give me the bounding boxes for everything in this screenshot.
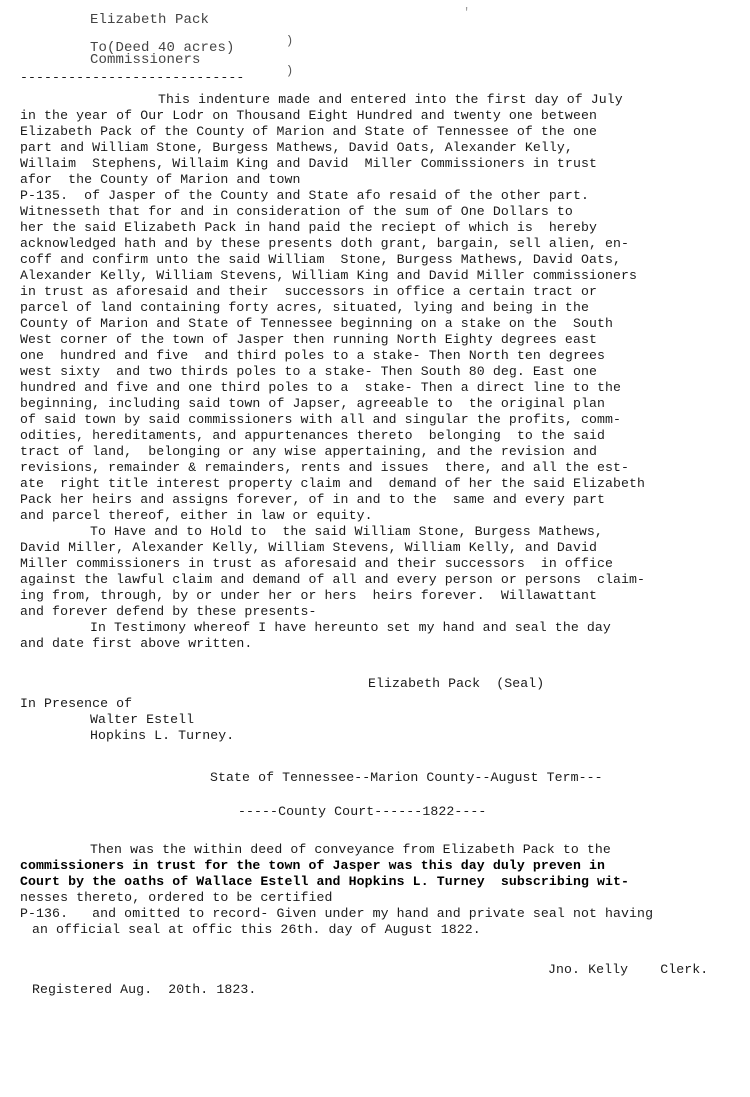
body-line: Alexander Kelly, William Stevens, William King and David Miller commissioners — [20, 268, 638, 283]
body-line: beginning, including said town of Japser, agreeable to the original plan — [20, 396, 606, 411]
body-line: P-135. of Jasper of the County and State afo resaid of the other part. — [20, 188, 589, 203]
deed-subject: To(Deed 40 acres) — [90, 40, 235, 56]
presence-label: In Presence of — [20, 696, 133, 711]
body-line: To Have and to Hold to the said William Stone, Burgess Mathews, — [90, 524, 603, 539]
header-rule: ---------------------------- — [20, 70, 245, 85]
body-line: in trust as aforesaid and their successors in office a certain tract or — [20, 284, 597, 299]
body-line: and date first above written. — [20, 636, 253, 651]
court-term: -----County Court------1822---- — [238, 804, 487, 819]
registration-note: Registered Aug. 20th. 1823. — [32, 982, 257, 997]
body-line: ate right title interest property claim and demand of her the said Elizabeth — [20, 476, 646, 491]
certificate-line: Then was the within deed of conveyance from Elizabeth Pack to the — [90, 842, 611, 857]
pencil-mark: ' — [463, 6, 471, 20]
body-line: Willaim Stephens, Willaim King and David Miller Commissioners in trust — [20, 156, 597, 171]
body-line: Witnesseth that for and in consideration of the sum of One Dollars to — [20, 204, 573, 219]
body-line: David Miller, Alexander Kelly, William Stevens, William Kelly, and David — [20, 540, 597, 555]
grantor-signature: Elizabeth Pack (Seal) — [368, 676, 545, 691]
certificate-line: Court by the oaths of Wallace Estell and Hopkins L. Turney subscribing wit- — [20, 874, 630, 889]
body-line: odities, hereditaments, and appurtenances thereto belonging to the said — [20, 428, 606, 443]
certificate-line: nesses thereto, ordered to be certified — [20, 890, 333, 905]
grantor-name: Elizabeth Pack — [90, 12, 210, 28]
body-line: west sixty and two thirds poles to a stake- Then South 80 deg. East one — [20, 364, 597, 379]
body-line: Elizabeth Pack of the County of Marion and State of Tennessee of the one — [20, 124, 597, 139]
body-line: In Testimony whereof I have hereunto set my hand and seal the day — [90, 620, 611, 635]
body-line: parcel of land containing forty acres, situated, lying and being in the — [20, 300, 589, 315]
body-line: of said town by said commissioners with all and singular the profits, comm- — [20, 412, 622, 427]
witness-name: Hopkins L. Turney. — [90, 728, 235, 743]
brace-mark: ) — [286, 34, 294, 48]
body-line: one hundred and five and third poles to a stake- Then North ten degrees — [20, 348, 606, 363]
witness-name: Walter Estell — [90, 712, 195, 727]
body-line: coff and confirm unto the said William Stone, Burgess Mathews, David Oats, — [20, 252, 622, 267]
certificate-line: P-136. and omitted to record- Given under my hand and private seal not having — [20, 906, 654, 921]
body-line: and parcel thereof, either in law or equity. — [20, 508, 373, 523]
certificate-line: an official seal at offic this 26th. day of August 1822. — [32, 922, 481, 937]
certificate-line: commissioners in trust for the town of Jasper was this day duly preven in — [20, 858, 606, 873]
body-line: acknowledged hath and by these presents doth grant, bargain, sell alien, en- — [20, 236, 630, 251]
body-line: tract of land, belonging or any wise appertaining, and the revision and — [20, 444, 597, 459]
body-line: part and William Stone, Burgess Mathews, David Oats, Alexander Kelly, — [20, 140, 573, 155]
court-heading: State of Tennessee--Marion County--August Term--- — [210, 770, 603, 785]
clerk-signature: Jno. Kelly Clerk. — [548, 962, 709, 977]
body-line: against the lawful claim and demand of all and every person or persons claim- — [20, 572, 646, 587]
body-line: hundred and five and one third poles to a stake- Then a direct line to the — [20, 380, 622, 395]
body-line: This indenture made and entered into the first day of July — [158, 92, 623, 107]
brace-mark: ) — [286, 64, 294, 78]
body-line: in the year of Our Lodr on Thousand Eight Hundred and twenty one between — [20, 108, 597, 123]
body-line: Pack her heirs and assigns forever, of in and to the same and every part — [20, 492, 606, 507]
body-line: afor the County of Marion and town — [20, 172, 301, 187]
body-line: her the said Elizabeth Pack in hand paid the reciept of which is hereby — [20, 220, 597, 235]
body-line: and forever defend by these presents- — [20, 604, 317, 619]
body-line: County of Marion and State of Tennessee beginning on a stake on the South — [20, 316, 614, 331]
body-line: West corner of the town of Jasper then running North Eighty degrees east — [20, 332, 597, 347]
grantee-label: Commissioners — [90, 52, 201, 68]
body-line: Miller commissioners in trust as aforesaid and their successors in office — [20, 556, 614, 571]
body-line: revisions, remainder & remainders, rents and issues there, and all the est- — [20, 460, 630, 475]
body-line: ing from, through, by or under her or hers heirs forever. Willawattant — [20, 588, 597, 603]
